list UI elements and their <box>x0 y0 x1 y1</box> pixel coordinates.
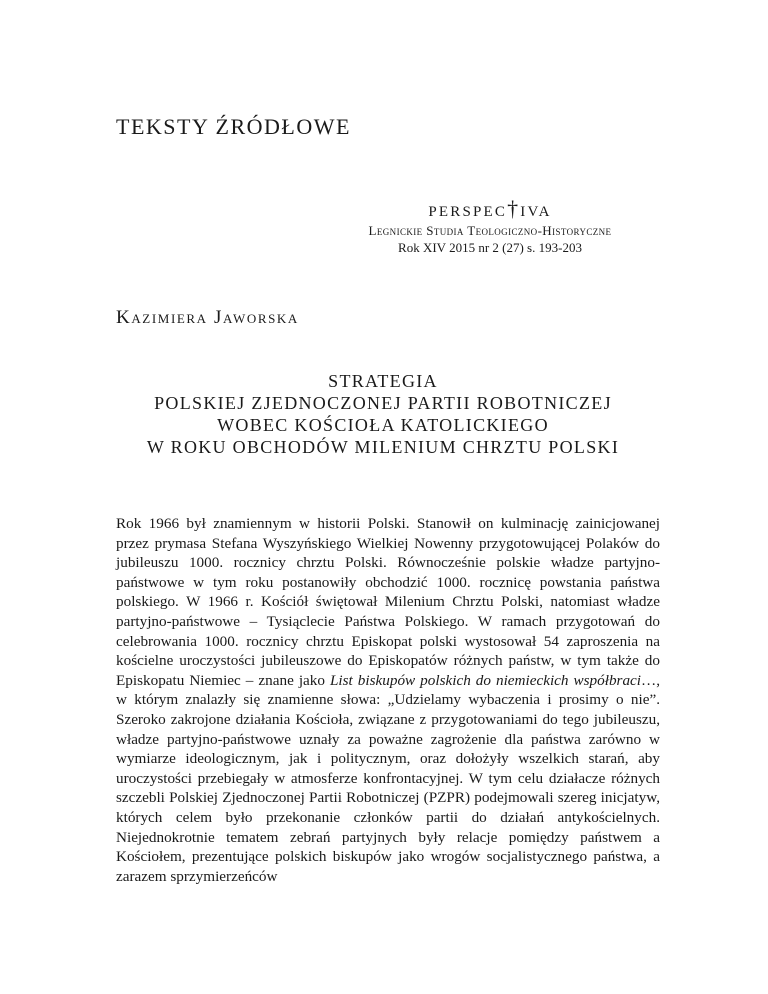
title-line: STRATEGIA <box>328 371 438 391</box>
article-title <box>100 370 666 458</box>
title-line: POLSKIEJ ZJEDNOCZONEJ PARTII ROBOTNICZEJ <box>154 393 612 413</box>
journal-subtitle: Legnickie Studia Teologiczno-Historyczne <box>368 223 612 238</box>
section-title: TEKSTY ŹRÓDŁOWE <box>116 114 351 139</box>
author-name: Kazimiera Jaworska <box>116 307 299 328</box>
body-italic-title: List biskupów polskich do niemieckich współbraci <box>329 671 642 689</box>
title-line: W ROKU OBCHODÓW MILENIUM CHRZTU POLSKI <box>146 437 620 457</box>
journal-name: perspec†iva <box>428 196 552 221</box>
body-paragraph <box>116 514 660 886</box>
body-text-part-2: …, w którym znalazły się znamienne słowa: „Udzielamy wybaczenia i prosimy o nie”. Szeroko zakrojone działania Kościoła, związane z przygotowaniami do tego jubileuszu, władze partyjno-państwowe uznały za poważne zagrożenie dla państwa zarówno w wymiarze ideologicznym, jak i politycznym, oraz dołożyły wszelkich starań, aby uroczystości przebiegały w atmosferze konfrontacyjnej. W tym celu działacze różnych szczebli Polskiej Zjednoczonej Partii Robotniczej (PZPR) podejmowali szereg inicjatyw, których celem było przekonanie członków partii do działań antykościelnych. Niejednokrotnie tematem zebrań partyjnych były relacje pomiędzy państwem a Kościołem, prezentujące polskich biskupów jako wrogów socjalistycznego państwa, a zarazem sprzymierzeńców <box>116 671 661 885</box>
title-line: WOBEC KOŚCIOŁA KATOLICKIEGO <box>217 415 549 435</box>
journal-header <box>320 196 660 256</box>
journal-volume: Rok XIV 2015 nr 2 (27) s. 193-203 <box>398 240 582 255</box>
body-text-part-1: Rok 1966 był znamiennym w historii Polski. Stanowił on kulminację zainicjowanej przez prymasa Stefana Wyszyńskiego Wielkiej Nowenny przygotowującej Polaków do jubileuszu 1000. rocznicy chrztu Polski. Równocześnie polskie władze partyjno-państwowe w tym roku postanowiły obchodzić 1000. rocznicę powstania państwa polskiego. W 1966 r. Kościół świętował Milenium Chrztu Polski, natomiast władze partyjno-państwowe – Tysiąclecie Państwa Polskiego. W ramach przygotowań do celebrowania 1000. rocznicy chrztu Episkopat polski wystosował 54 zaproszenia na kościelne uroczystości jubileuszowe do Episkopatów różnych państw, w tym także do Episkopatu Niemiec – znane jako <box>116 515 660 689</box>
